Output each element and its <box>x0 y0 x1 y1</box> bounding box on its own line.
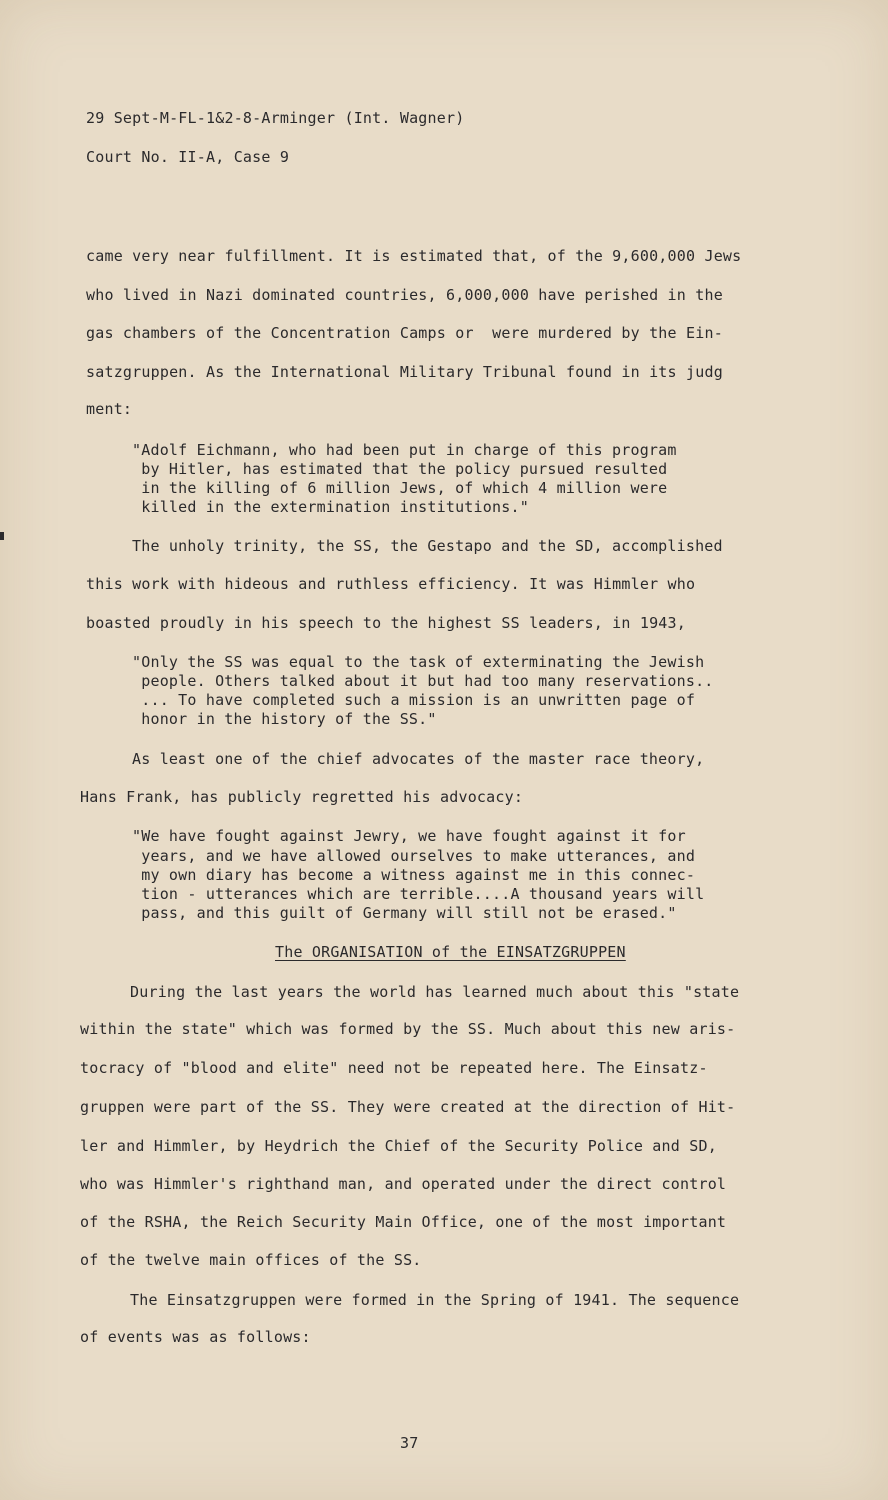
section-heading: The ORGANISATION of the EINSATZGRUPPEN <box>275 943 626 961</box>
paragraph-4-line: ler and Himmler, by Heydrich the Chief of the Security Police and SD, <box>80 1137 717 1155</box>
quote-3-line: years, and we have allowed ourselves to make utterances, and <box>132 847 696 865</box>
page-number: 37 <box>400 1434 419 1452</box>
paragraph-4-line: of the twelve main offices of the SS. <box>80 1251 422 1269</box>
paragraph-2-line: this work with hideous and ruthless efficiency. It was Himmler who <box>86 575 696 593</box>
paragraph-3-line: Hans Frank, has publicly regretted his advocacy: <box>80 788 524 806</box>
paragraph-1-line: gas chambers of the Concentration Camps or were murdered by the Ein- <box>86 324 723 342</box>
quote-3-line: my own diary has become a witness against me in this connec- <box>132 866 696 884</box>
paragraph-3-line: As least one of the chief advocates of the master race theory, <box>132 750 705 768</box>
paragraph-1-line: who lived in Nazi dominated countries, 6,000,000 have perished in the <box>86 286 723 304</box>
quote-2-line: people. Others talked about it but had too many reservations.. <box>132 672 714 690</box>
paragraph-5-line: of events was as follows: <box>80 1328 311 1346</box>
paragraph-4-line: of the RSHA, the Reich Security Main Office, one of the most important <box>80 1213 727 1231</box>
quote-3-line: "We have fought against Jewry, we have fought against it for <box>132 827 686 845</box>
quote-2-line: honor in the history of the SS." <box>132 710 437 728</box>
header-line-1: 29 Sept-M-FL-1&2-8-Arminger (Int. Wagner) <box>86 109 465 127</box>
paragraph-1-line: came very near fulfillment. It is estimated that, of the 9,600,000 Jews <box>86 247 742 265</box>
paragraph-2-line: boasted proudly in his speech to the highest SS leaders, in 1943, <box>86 614 686 632</box>
paragraph-4-line: within the state" which was formed by the SS. Much about this new aris- <box>80 1020 736 1038</box>
quote-2-line: ... To have completed such a mission is an unwritten page of <box>132 691 696 709</box>
paragraph-4-line: tocracy of "blood and elite" need not be repeated here. The Einsatz- <box>80 1059 708 1077</box>
paragraph-5-line: The Einsatzgruppen were formed in the Spring of 1941. The sequence <box>130 1291 740 1309</box>
paragraph-1-line: ment: <box>86 400 133 418</box>
quote-1-line: by Hitler, has estimated that the policy pursued resulted <box>132 460 668 478</box>
paragraph-4-line: gruppen were part of the SS. They were created at the direction of Hit- <box>80 1098 736 1116</box>
edge-mark <box>0 532 4 540</box>
quote-3-line: tion - utterances which are terrible....A thousand years will <box>132 885 705 903</box>
quote-1-line: "Adolf Eichmann, who had been put in charge of this program <box>132 441 677 459</box>
quote-1-line: in the killing of 6 million Jews, of which 4 million were <box>132 479 668 497</box>
quote-2-line: "Only the SS was equal to the task of exterminating the Jewish <box>132 653 705 671</box>
header-line-2: Court No. II-A, Case 9 <box>86 148 290 166</box>
paragraph-4-line: who was Himmler's righthand man, and operated under the direct control <box>80 1175 727 1193</box>
paragraph-1-line: satzgruppen. As the International Military Tribunal found in its judg <box>86 363 723 381</box>
paragraph-4-line: During the last years the world has learned much about this "state <box>130 983 740 1001</box>
quote-1-line: killed in the extermination institutions." <box>132 498 529 516</box>
quote-3-line: pass, and this guilt of Germany will still not be erased." <box>132 904 677 922</box>
paragraph-2-line: The unholy trinity, the SS, the Gestapo and the SD, accomplished <box>132 537 723 555</box>
